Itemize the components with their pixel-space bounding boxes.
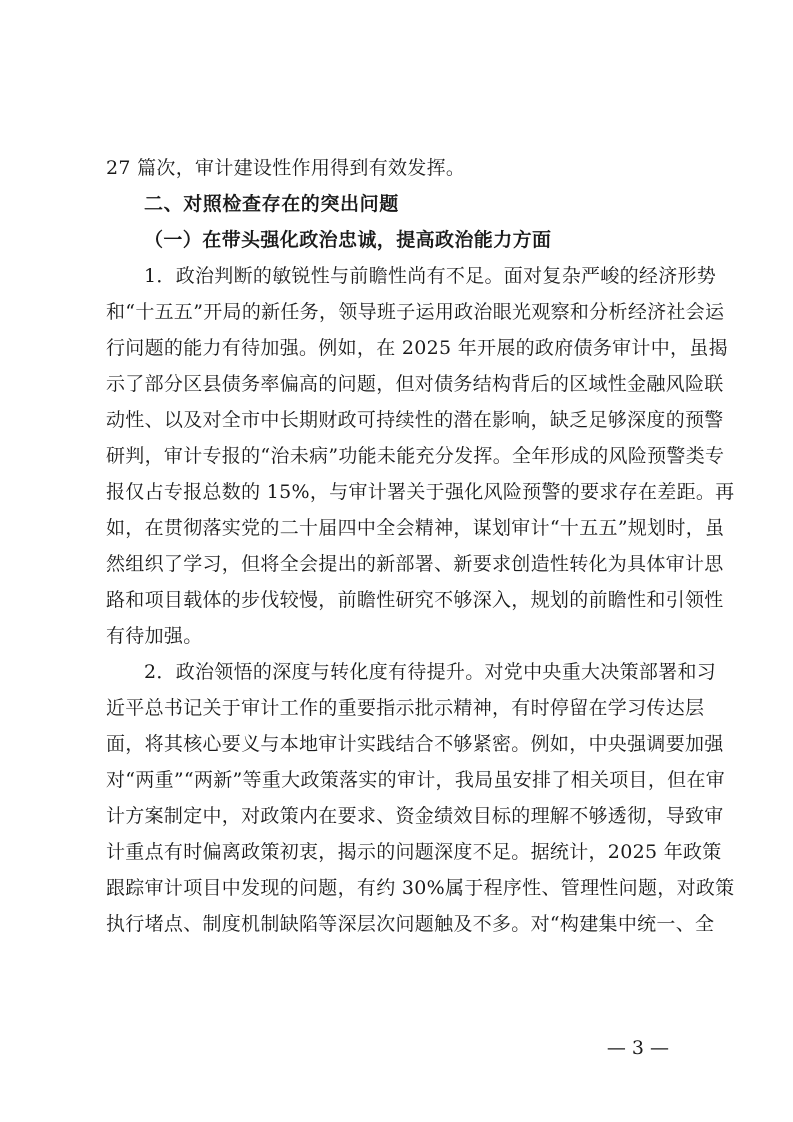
body-text-line: 计方案制定中，对政策内在要求、资金绩效目标的理解不够透彻，导致审 — [106, 805, 724, 827]
section-heading: 二、对照检查存在的突出问题 — [144, 193, 399, 215]
paragraph-2-first-line: 2．政治领悟的深度与转化度有待提升。对党中央重大决策部署和习 — [144, 661, 717, 683]
subsection-heading: （一）在带头强化政治忠诚，提高政治能力方面 — [144, 229, 552, 251]
body-text-line: 27 篇次，审计建设性作用得到有效发挥。 — [106, 157, 466, 179]
body-text-line: 执行堵点、制度机制缺陷等深层次问题触及不多。对“构建集中统一、全 — [106, 913, 715, 935]
body-text-line: 然组织了学习，但将全会提出的新部署、新要求创造性转化为具体审计思 — [106, 553, 724, 575]
body-text-line: 和“十五五”开局的新任务，领导班子运用政治眼光观察和分析经济社会运 — [106, 301, 725, 323]
body-text-line: 跟踪审计项目中发现的问题，有约 30%属于程序性、管理性问题，对政策 — [106, 877, 735, 899]
body-text-line: 动性、以及对全市中长期财政可持续性的潜在影响，缺乏足够深度的预警 — [106, 409, 724, 431]
paragraph-1-first-line: 1．政治判断的敏锐性与前瞻性尚有不足。面对复杂严峻的经济形势 — [144, 265, 717, 287]
body-text-line: 有待加强。 — [106, 625, 203, 647]
body-text-line: 计重点有时偏离政策初衷，揭示的问题深度不足。据统计，2025 年政策 — [106, 841, 722, 863]
body-text-line: 面，将其核心要义与本地审计实践结合不够紧密。例如，中央强调要加强 — [106, 733, 724, 755]
page-number: — 3 — — [606, 1037, 669, 1059]
body-text-line: 路和项目载体的步伐较慢，前瞻性研究不够深入，规划的前瞻性和引领性 — [106, 589, 724, 611]
body-text-line: 对“两重”“两新”等重大政策落实的审计，我局虽安排了相关项目，但在审 — [106, 769, 726, 791]
body-text-line: 如，在贯彻落实党的二十届四中全会精神，谋划审计“十五五”规划时，虽 — [106, 517, 725, 539]
body-text-line: 近平总书记关于审计工作的重要指示批示精神，有时停留在学习传达层 — [106, 697, 705, 719]
body-text-line: 报仅占专报总数的 15%，与审计署关于强化风险预警的要求存在差距。再 — [106, 481, 735, 503]
body-text-line: 示了部分区县债务率偏高的问题，但对债务结构背后的区域性金融风险联 — [106, 373, 724, 395]
body-text-line: 研判，审计专报的“治未病”功能未能充分发挥。全年形成的风险预警类专 — [106, 445, 725, 467]
body-text-line: 行问题的能力有待加强。例如，在 2025 年开展的政府债务审计中，虽揭 — [106, 337, 728, 359]
